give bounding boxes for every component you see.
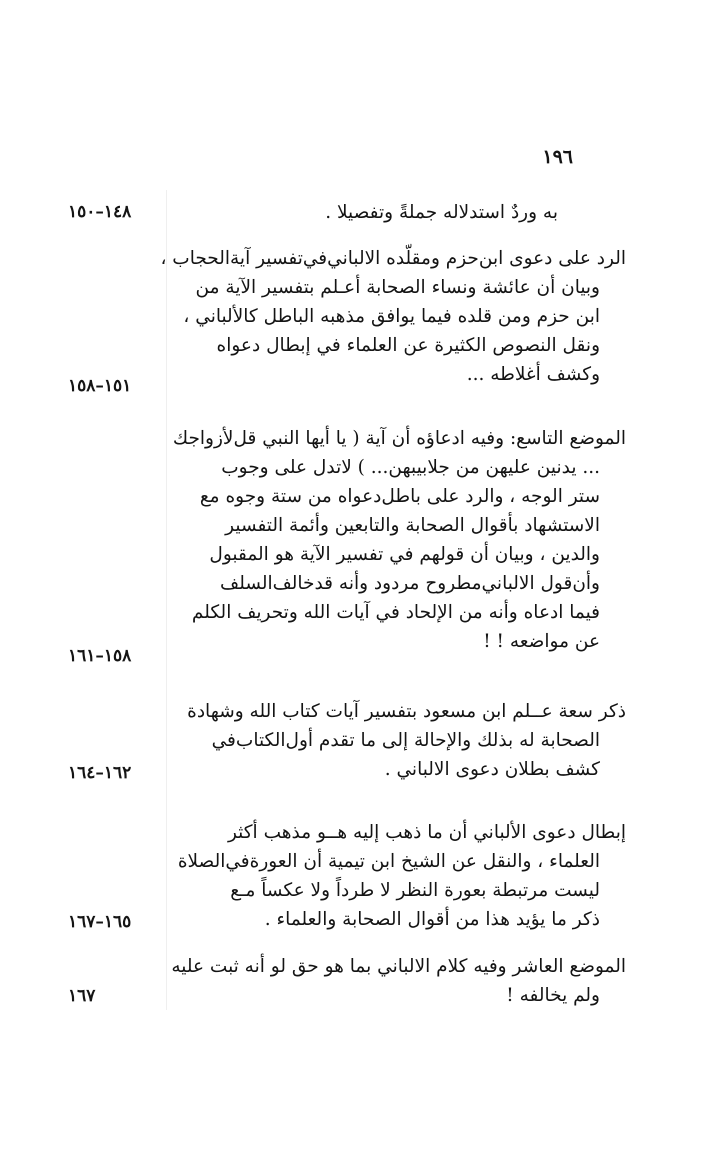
entry-line: العلماء ، والنقل عن الشيخ ابن تيمية أن العورة‌في‌الصلاة (177, 851, 600, 872)
page-range: ١٥١–١٥٨ (68, 376, 132, 396)
entry-line: ... يدنين عليهن من جلابيبهن... ) لاتدل على وجوب (221, 457, 600, 478)
entry-line: ذكر ما يؤيد هذا من أقوال الصحابة والعلماء . (264, 909, 600, 930)
entry-line: ليست مرتبطة بعورة النظر لا طرداً ولا عكساً مـع (230, 880, 600, 901)
entry-line: إبطال دعوى الألباني أن ما ذهب إليه هــو مذهب أكثر (227, 822, 626, 843)
page-number: ١٩٦ (542, 146, 573, 168)
entry-line: ولم يخالفه ! (506, 985, 600, 1006)
entry-line: عن مواضعه ! ! (483, 631, 600, 652)
entry-text (156, 952, 626, 1010)
entry-line: وكشف أغلاطه ... (466, 364, 600, 385)
page-range: ١٥٨–١٦١ (68, 646, 132, 666)
entry-line: الموضع العاشر وفيه كلام الالباني بما هو حق لو أنه ثبت عليه (171, 956, 626, 977)
entry-line: ابن حزم ومن قلده فيما يوافق مذهبه الباطل كالألباني ، (183, 306, 600, 327)
entry-text (156, 818, 626, 934)
page-range: ١٤٨–١٥٠ (68, 202, 132, 222)
entry-text (156, 424, 626, 656)
page-range: ١٦٥–١٦٧ (68, 912, 132, 932)
entry-line: الرد على دعوى ابن‌حزم ومقلّده الالباني‌في‌تفسير آية‌الحجاب ، (160, 248, 626, 269)
entry-line: ونقل النصوص الكثيرة عن العلماء في إبطال دعواه (216, 335, 600, 356)
entry-line: والدين ، وبيان أن قولهم في تفسير الآية هو المقبول (209, 544, 600, 565)
entry-line: وبيان أن عائشة ونساء الصحابة أعـلم بتفسير الآية من (195, 277, 600, 298)
entry-line: ذكر سعة عــلم ابن مسعود بتفسير آيات كتاب الله وشهادة (187, 701, 626, 722)
entry-line: الموضع التاسع: وفيه ادعاؤه أن آية ( يا أيها النبي قل‌لأزواجك (172, 428, 626, 449)
entry-line: ستر الوجه ، والرد على باطل‌دعواه من ستة وجوه مع (199, 486, 600, 507)
entry-text (156, 244, 626, 389)
entry-text (156, 697, 626, 784)
page-range: ١٦٢–١٦٤ (68, 763, 132, 783)
entry-line: فيما ادعاه وأنه من الإلحاد في آيات الله وتحريف الكلم (191, 602, 600, 623)
entry-line: به وردٌ استدلاله جملةً وتفصيلا . (325, 202, 558, 223)
entry-line: الصحابة له بذلك والإحالة إلى ما تقدم أول‌الكتاب‌في (211, 730, 600, 751)
entry-line: كشف بطلان دعوى الالباني . (384, 759, 600, 780)
entry-text (138, 198, 558, 227)
page-range: ١٦٧ (68, 986, 96, 1006)
entry-line: الاستشهاد بأقوال الصحابة والتابعين وأئمة التفسير (225, 515, 600, 536)
entry-line: وأن‌قول الالباني‌مطروح مردود وأنه قدخالف‌السلف (220, 573, 600, 594)
